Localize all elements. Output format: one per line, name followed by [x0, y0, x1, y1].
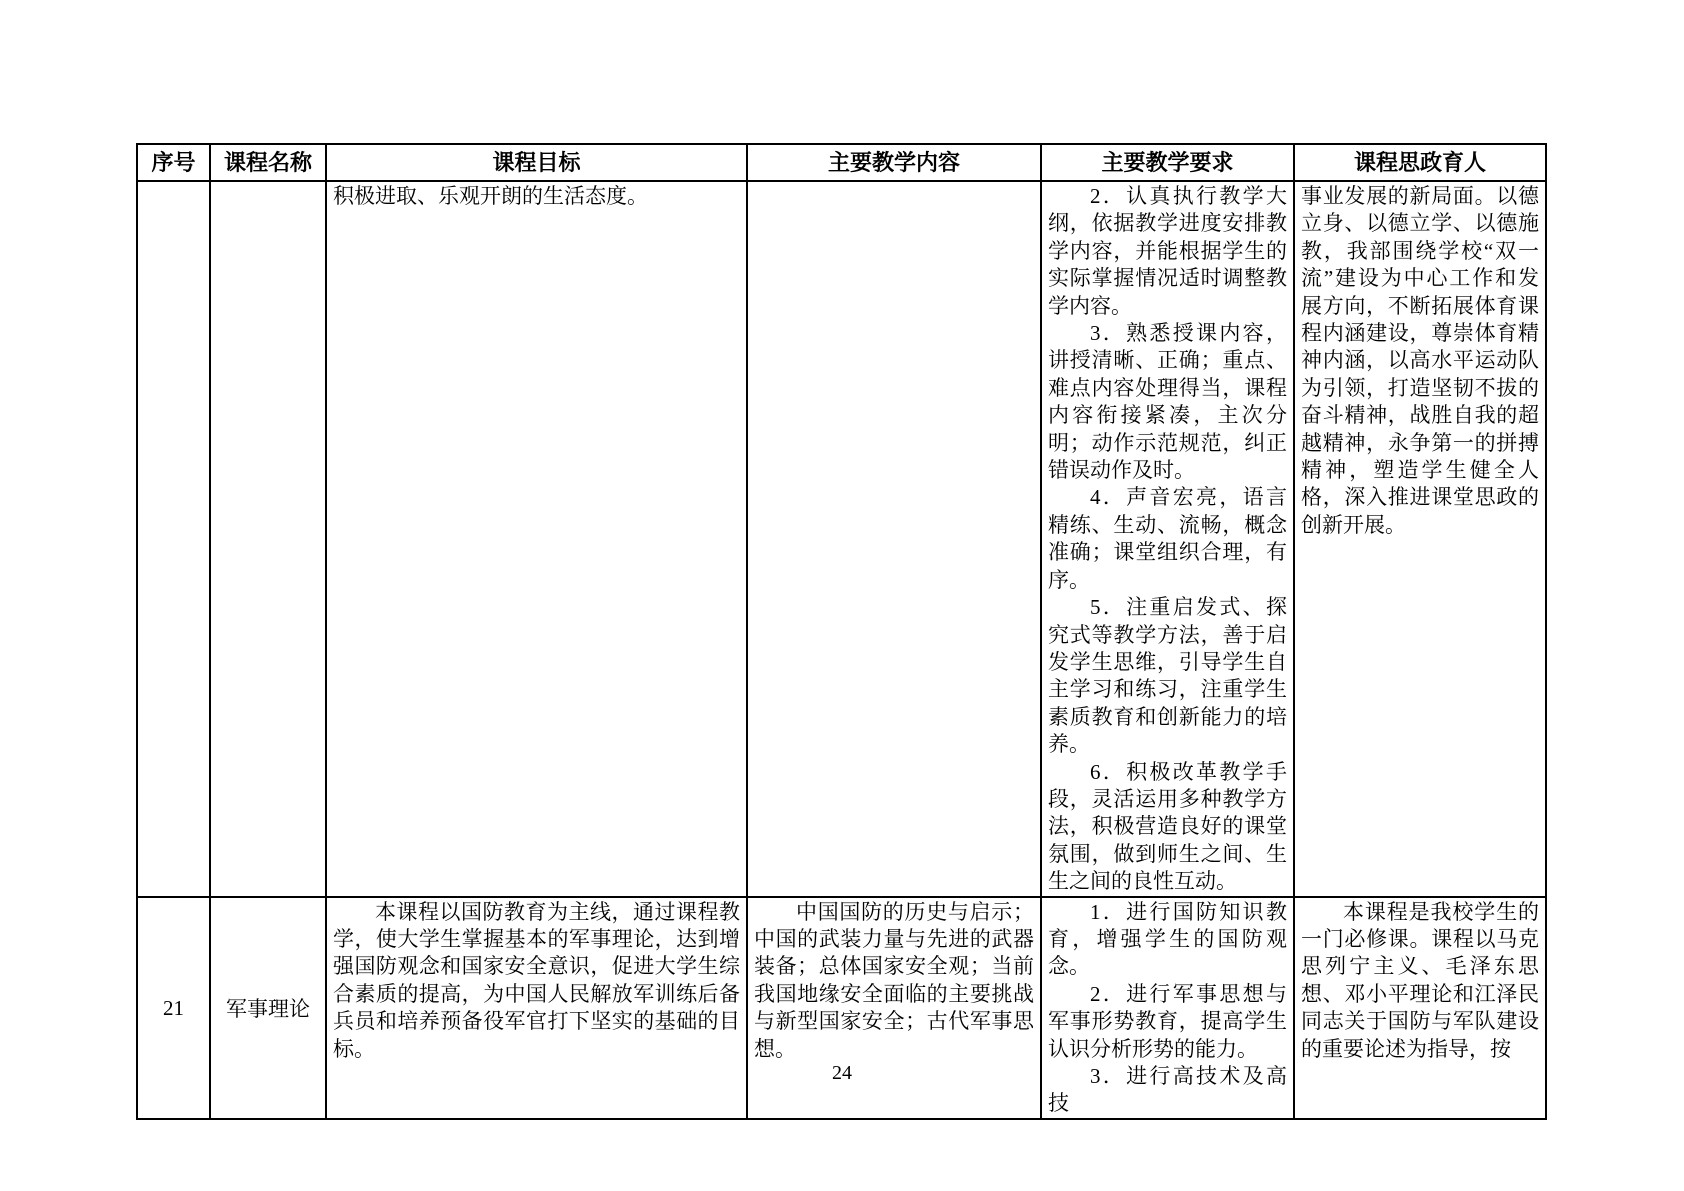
- column-header-teaching-content: 主要教学内容: [747, 144, 1041, 181]
- cell-ideology-education: [1294, 181, 1546, 897]
- course-plan-table: [136, 143, 1547, 1120]
- column-header-course-name: 课程名称: [210, 144, 326, 181]
- requirement-item: 3．熟悉授课内容，讲授清晰、正确；重点、难点内容处理得当，课程内容衔接紧凑，主次分明；动作示范规范，纠正错误动作及时。: [1048, 321, 1287, 483]
- header-row: [137, 144, 1546, 181]
- column-header-teaching-requirements: 主要教学要求: [1041, 144, 1294, 181]
- cell-teaching-content: [747, 897, 1041, 1119]
- requirement-item: 1．进行国防知识教育，增强学生的国防观念。: [1048, 899, 1287, 979]
- content-paragraph: 中国国防的历史与启示；中国的武装力量与先进的武器装备；总体国家安全观；当前我国地缘安全面临的主要挑战与新型国家安全；古代军事思想。: [754, 899, 1034, 1061]
- cell-teaching-requirements: [1041, 897, 1294, 1119]
- cell-ideology-education: [1294, 897, 1546, 1119]
- cell-course-name: 军事理论: [210, 897, 326, 1119]
- column-header-seq: 序号: [137, 144, 210, 181]
- requirement-item: 4．声音宏亮，语言精练、生动、流畅，概念准确；课堂组织合理，有序。: [1048, 485, 1287, 592]
- cell-course-name: [210, 181, 326, 897]
- ideology-paragraph: 事业发展的新局面。以德立身、以德立学、以德施教，我部围绕学校“双一流”建设为中心工作和发展方向，不断拓展体育课程内涵建设，尊崇体育精神内涵，以高水平运动队为引领，打造坚韧不拔的奋斗精神，战胜自我的超越精神，永争第一的拼搏精神，塑造学生健全人格，深入推进课堂思政的创新开展。: [1301, 184, 1539, 537]
- cell-course-objectives: [326, 897, 747, 1119]
- cell-teaching-content: [747, 181, 1041, 897]
- cell-seq: [137, 181, 210, 897]
- column-header-course-objectives: 课程目标: [326, 144, 747, 181]
- cell-course-objectives: [326, 181, 747, 897]
- requirement-item: 2．认真执行教学大纲，依据教学进度安排教学内容，并能根据学生的实际掌握情况适时调整教学内容。: [1048, 184, 1287, 318]
- cell-teaching-requirements: [1041, 181, 1294, 897]
- requirement-item: 5．注重启发式、探究式等教学方法，善于启发学生思维，引导学生自主学习和练习，注重学生素质教育和创新能力的培养。: [1048, 595, 1287, 757]
- cell-seq: 21: [137, 897, 210, 1119]
- table-row-continuation: [137, 181, 1546, 897]
- objectives-paragraph: 本课程以国防教育为主线，通过课程教学，使大学生掌握基本的军事理论，达到增强国防观念和国家安全意识，促进大学生综合素质的提高，为中国人民解放军训练后备兵员和培养预备役军官打下坚实的基础的目标。: [333, 899, 740, 1061]
- requirement-item: 2．进行军事思想与军事形势教育，提高学生认识分析形势的能力。: [1048, 981, 1287, 1061]
- requirement-item: 3．进行高技术及高技: [1048, 1064, 1287, 1116]
- requirement-item: 6．积极改革教学手段，灵活运用多种教学方法，积极营造良好的课堂氛围，做到师生之间、生生之间的良性互动。: [1048, 759, 1287, 894]
- objectives-paragraph: 积极进取、乐观开朗的生活态度。: [333, 184, 648, 208]
- ideology-paragraph: 本课程是我校学生的一门必修课。课程以马克思列宁主义、毛泽东思想、邓小平理论和江泽民同志关于国防与军队建设的重要论述为指导，按: [1301, 899, 1539, 1061]
- page-number: 24: [832, 1062, 852, 1084]
- column-header-ideology-education: 课程思政育人: [1294, 144, 1546, 181]
- table-row-21: [137, 897, 1546, 1119]
